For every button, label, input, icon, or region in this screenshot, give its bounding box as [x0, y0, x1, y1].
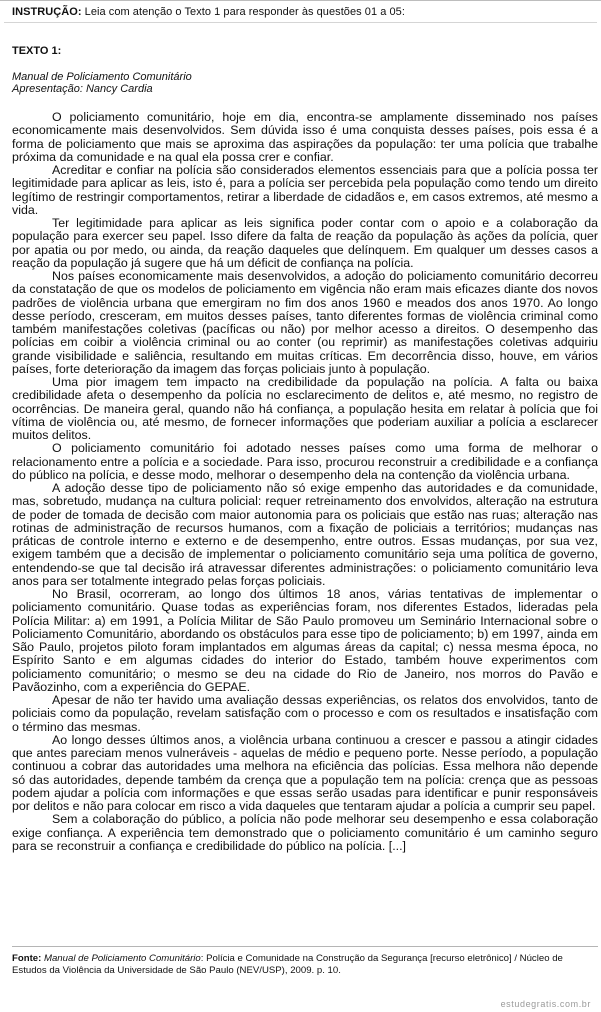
source-label: Fonte: — [12, 953, 42, 964]
paragraph-7: A adoção desse tipo de policiamento não só exige empenho das autoridades e da comunidade, mas, sobretudo, mudança na cultura policial: requer retreinamento dos envolvidos, alteração na estrutura de poder de tomada de decisão com maior autonomia para os policiais que estão nas ruas; alteração nas rotinas de administração de recursos humanos, com a fixação de policiais a territórios; mudanças nas práticas de controle interno e externo e de desempenho, entre outros. Essas mudanças, por sua vez, exigem também que a decisão de implementar o policiamento comunitário seja uma política de governo, entendendo-se que tal decisão irá atravessar diferentes administrações: o policiamento comunitário leva anos para ser totalmente integrado pelas forças policiais. — [12, 481, 598, 588]
source-divider — [12, 946, 598, 947]
instruction-label: INSTRUÇÃO: — [12, 6, 82, 18]
paragraph-2: Acreditar e confiar na polícia são considerados elementos essenciais para que a polícia possa ter legitimidade para aplicar as leis, isto é, para a polícia ser percebida pela população como tendo um direito legítimo de restringir comportamentos, retirar a liberdade de cidadãos e, em casos extremos, até mesmo a vida. — [12, 163, 598, 217]
instruction-line — [12, 6, 405, 18]
paragraph-8: No Brasil, ocorreram, ao longo dos últimos 18 anos, várias tentativas de implementar o policiamento comunitário. Quase todas as experiências foram, nos diferentes Estados, lideradas pela Polícia Militar: a) em 1991, a Polícia Militar de São Paulo promoveu um Seminário Internacional sobre o Policiamento Comunitário, abordando os obstáculos para esse tipo de policiamento; b) em 1997, ainda em São Paulo, projetos piloto foram implantados em algumas áreas da capital; c) nessa mesma época, no Espírito Santo e em algumas cidades do interior do Estado, também houve experimentos com policiamento comunitário; o mesmo se deu na cidade do Rio de Janeiro, nos morros do Pavão e Pavãozinho, com a experiência do GEPAE. — [12, 587, 598, 694]
article-body — [12, 111, 598, 853]
top-border — [0, 0, 601, 1]
paragraph-3: Ter legitimidade para aplicar as leis significa poder contar com o apoio e a colaboração da população para exercer seu papel. Isso difere da falta de reação da população às ações da polícia, quer por apatia ou por medo, ou ainda, da reação daqueles que delínquem. Em qualquer um desses casos a reação da população já sugere que há um déficit de confiança na polícia. — [12, 216, 598, 270]
paragraph-6: O policiamento comunitário foi adotado nesses países como uma forma de melhorar o relacionamento entre a polícia e a sociedade. Para isso, procurou reconstruir a credibilidade e a confiança do público na polícia, e desse modo, melhorar o desempenho dela na contenção da violência urbana. — [12, 441, 598, 482]
paragraph-9: Apesar de não ter havido uma avaliação dessas experiências, os relatos dos envolvidos, tanto de policiais como da população, revelam satisfação com o processo e com os resultados e insatisfação com o término das mesmas. — [12, 693, 598, 734]
text-label: TEXTO 1: — [12, 45, 62, 57]
site-watermark: estudegratis.com.br — [500, 999, 591, 1009]
book-presentation: Apresentação: Nancy Cardia — [12, 83, 153, 95]
paragraph-4: Nos países economicamente mais desenvolvidos, a adoção do policiamento comunitário decorreu da constatação de que os modelos de policiamento em vigência não eram mais eficazes diante dos novos padrões de violência urbana que emergiram no fim dos anos 1960 e meados dos anos 1970. Ao longo desse período, cresceram, em muitos desses países, tanto diferentes formas de violência criminal como também manifestações coletivas (pacíficas ou não) por melhor acesso a direitos. O desempenho das polícias em coibir a violência criminal ou ao conter (ou reprimir) as manifestações coletivas adquiriu grande visibilidade e saliência, resultando em muitas críticas. Em decorrência disso, houve, em vários países, forte deterioração da imagem das forças policiais junto à população. — [12, 269, 598, 376]
source-work: Manual de Policiamento Comunitário — [43, 953, 201, 964]
book-title: Manual de Policiamento Comunitário — [12, 71, 192, 83]
source-citation — [12, 953, 598, 976]
header-divider — [4, 22, 597, 23]
source-details: : Polícia e Comunidade na Construção da Segurança [recurso eletrônico] / Núcleo de Estudos da Violência da Universidade de São Paulo (NEV/USP), 2009. p. 10. — [12, 953, 563, 976]
paragraph-10: Ao longo desses últimos anos, a violência urbana continuou a crescer e passou a atingir cidades que antes pareciam menos vulneráveis - aquelas de médio e pequeno porte. Nesse período, a população continuou a cobrar das autoridades uma melhora na eficiência das polícias. Essa melhora não depende só das autoridades, depende também da crença que a população tem na polícia: crença que as pessoas podem ajudar a polícia com informações e que essas serão usadas para identificar e punir responsáveis por delitos e não para colocar em risco a vida daqueles que tentaram ajudar a polícia a cumprir seu papel. — [12, 732, 598, 813]
paragraph-11: Sem a colaboração do público, a polícia não pode melhorar seu desempenho e essa colaboração exige confiança. A experiência tem demonstrado que o policiamento comunitário é um caminho seguro para se reconstruir a confiança e credibilidade do público na polícia. [...] — [12, 812, 598, 853]
paragraph-5: Uma pior imagem tem impacto na credibilidade da população na polícia. A falta ou baixa credibilidade afeta o desempenho da polícia no esclarecimento de delitos e, até mesmo, no registro de ocorrências. De maneira geral, quando não há confiança, a população hesita em relatar à polícia que foi vítima de violência ou, até mesmo, de fornecer informações que poderiam auxiliar a polícia a esclarecer muitos delitos. — [12, 375, 598, 442]
paragraph-1: O policiamento comunitário, hoje em dia, encontra-se amplamente disseminado nos países economicamente mais desenvolvidos. Sem dúvida isso é uma conquista desses países, pois essa é a forma de policiamento que mais se aproxima das aspirações da população: ter uma polícia que trabalhe próxima da comunidade e na qual ela possa crer e confiar. — [12, 110, 598, 164]
instruction-text: Leia com atenção o Texto 1 para responder às questões 01 a 05: — [84, 6, 405, 18]
